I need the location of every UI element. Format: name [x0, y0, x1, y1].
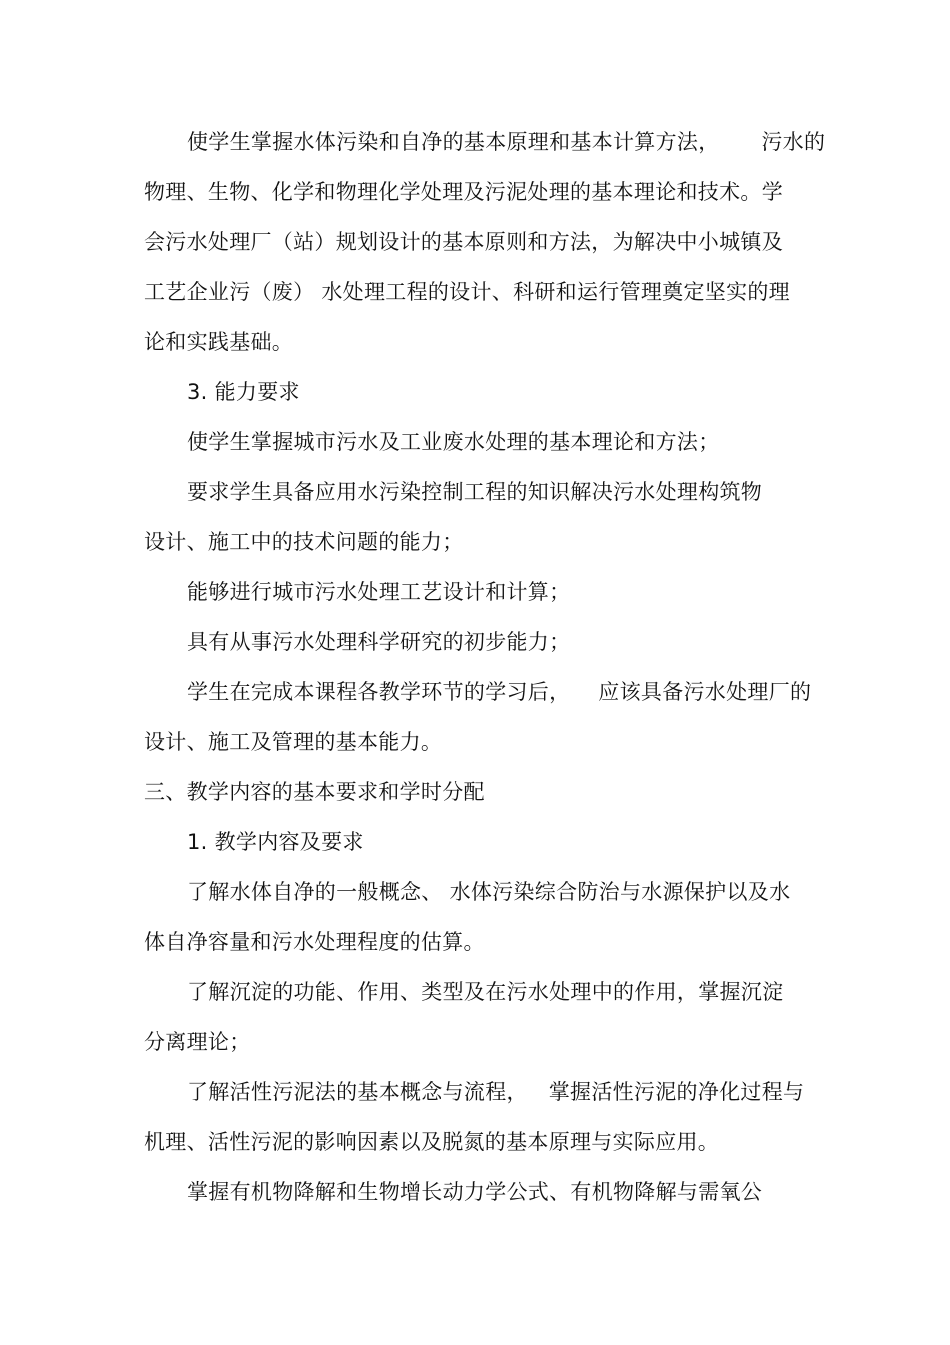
- text-line: 体自净容量和污水处理程度的估算。: [144, 930, 485, 954]
- text-line: 能够进行城市污水处理工艺设计和计算；: [187, 580, 571, 604]
- section-heading: 三、教学内容的基本要求和学时分配: [144, 780, 485, 804]
- text-line: 设计、施工中的技术问题的能力；: [144, 530, 464, 554]
- section-heading: 1. 教学内容及要求: [187, 830, 364, 854]
- text-line: 要求学生具备应用水污染控制工程的知识解决污水处理构筑物: [187, 480, 763, 504]
- text-line: 分离理论；: [144, 1030, 251, 1054]
- text-line: 设计、施工及管理的基本能力。: [144, 730, 443, 754]
- text-line: 论和实践基础。: [144, 330, 294, 354]
- text-line: 物理、生物、化学和物理化学处理及污泥处理的基本理论和技术。学: [144, 180, 783, 204]
- section-heading: 3. 能力要求: [187, 380, 300, 404]
- text-line: 学生在完成本课程各教学环节的学习后， 应该具备污水处理厂的: [187, 680, 812, 704]
- text-line: 机理、活性污泥的影响因素以及脱氮的基本原理与实际应用。: [144, 1130, 720, 1154]
- text-line: 具有从事污水处理科学研究的初步能力；: [187, 630, 571, 654]
- text-line: 使学生掌握城市污水及工业废水处理的基本理论和方法；: [187, 430, 720, 454]
- text-line: 了解水体自净的一般概念、 水体污染综合防治与水源保护以及水: [187, 880, 791, 904]
- text-line: 工艺企业污（废） 水处理工程的设计、科研和运行管理奠定坚实的理: [144, 280, 790, 304]
- text-line: 使学生掌握水体污染和自净的基本原理和基本计算方法， 污水的: [187, 130, 826, 154]
- text-line: 会污水处理厂（站）规划设计的基本原则和方法，为解决中小城镇及: [144, 230, 783, 254]
- text-line: 掌握有机物降解和生物增长动力学公式、有机物降解与需氧公: [187, 1180, 763, 1204]
- text-line: 了解沉淀的功能、作用、类型及在污水处理中的作用，掌握沉淀: [187, 980, 784, 1004]
- text-line: 了解活性污泥法的基本概念与流程， 掌握活性污泥的净化过程与: [187, 1080, 805, 1104]
